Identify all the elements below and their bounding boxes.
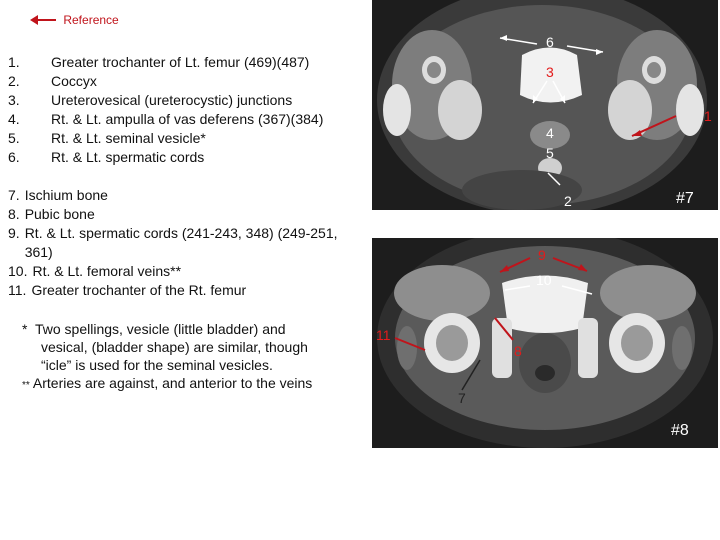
ct-image-7 <box>372 0 718 210</box>
label-4: 4 <box>546 125 554 141</box>
list-item: 5. Rt. & Lt. seminal vesicle* <box>8 130 206 146</box>
ct-scan-figure-8 <box>372 238 718 448</box>
footnote-1: * Two spellings, vesicle (little bladder) and <box>22 321 286 337</box>
footnote-2: ** Arteries are against, and anterior to the veins <box>22 375 313 391</box>
figure-7-title: #7 <box>676 190 694 207</box>
label-7: 7 <box>458 390 466 406</box>
label-10: 10 <box>536 272 552 288</box>
list-item: 8. Pubic bone <box>8 206 95 222</box>
left-arrow-icon <box>30 15 56 25</box>
figure-8-title: #8 <box>671 422 689 439</box>
footnotes: * Two spellings, vesicle (little bladder) and vesical, (bladder shape) are similar, though “icle” is used for the seminal vesicles. ** Arteries are against, and anterior to the veins <box>22 320 372 395</box>
list-item: 4. Rt. & Lt. ampulla of vas deferens (367)(384) <box>8 111 324 127</box>
list-item: 6. Rt. & Lt. spermatic cords <box>8 149 205 165</box>
list-item: 7. Ischium bone <box>8 187 108 203</box>
list-item: 11. Greater trochanter of the Rt. femur <box>8 282 247 298</box>
label-5: 5 <box>546 145 554 161</box>
list-item: 9. Rt. & Lt. spermatic cords (241-243, 348) (249-251, 361) <box>8 225 338 260</box>
list-item: 10. Rt. & Lt. femoral veins** <box>8 263 182 279</box>
label-6: 6 <box>546 34 554 50</box>
list-item: 1. Greater trochanter of Lt. femur (469)(487) <box>8 54 310 70</box>
reference-legend <box>30 12 119 27</box>
reference-label: Reference <box>63 12 119 27</box>
structure-list-figure-8 <box>8 186 353 300</box>
label-1: 1 <box>704 108 712 124</box>
label-2: 2 <box>564 193 572 209</box>
label-11: 11 <box>376 327 391 343</box>
list-item: 2. Coccyx <box>8 73 97 89</box>
list-item: 3. Ureterovesical (ureterocystic) junctions <box>8 92 293 108</box>
ct-scan-figure-7 <box>372 0 718 210</box>
label-8: 8 <box>514 343 522 359</box>
label-9: 9 <box>538 247 546 263</box>
structure-list-figure-7 <box>8 53 323 167</box>
label-3: 3 <box>546 64 554 80</box>
ct-image-8 <box>372 238 718 448</box>
